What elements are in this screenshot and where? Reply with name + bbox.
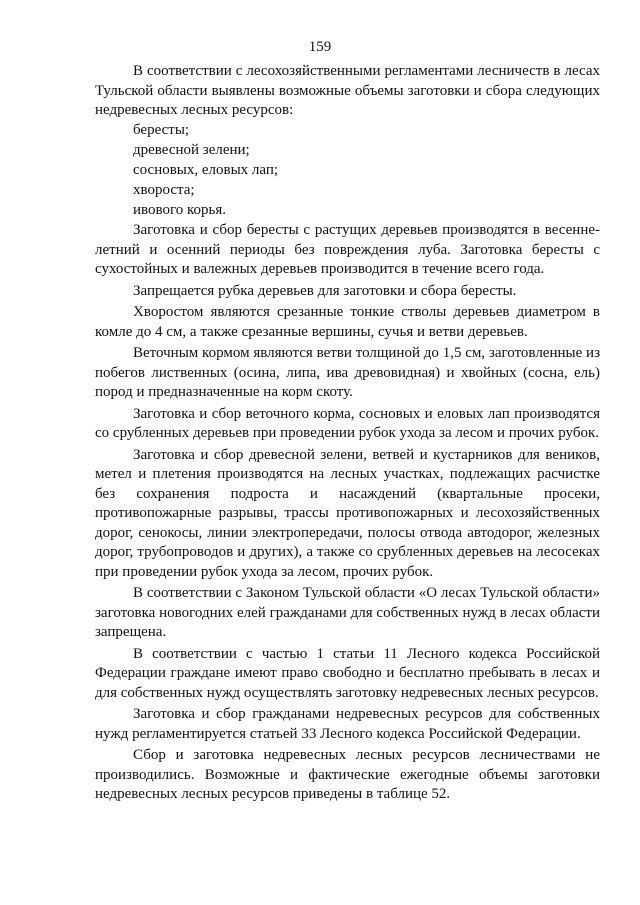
- page-number: 159: [308, 39, 332, 55]
- paragraph-birch-bark: Заготовка и сбор бересты с растущих деревьев производятся в весенне-летний и осенний периоды без повреждения луба. Заготовка бересты с сухостойных и валежных деревьев производится в течение всего года.: [95, 222, 600, 277]
- paragraph-prohibition: Запрещается рубка деревьев для заготовки и сбора бересты.: [133, 282, 517, 299]
- paragraph-fodder-harvest: Заготовка и сбор веточного корма, сосновых и еловых лап производятся со срубленных деревьев при проведении рубок ухода за лесом и прочих рубок.: [95, 405, 600, 441]
- paragraph-forest-code: В соответствии с частью 1 статьи 11 Лесного кодекса Российской Федерации граждане имеют право свободно и бесплатно пребывать в лесах и для собственных нужд осуществлять заготовку недревесных лесных ресурсов.: [95, 645, 600, 701]
- paragraph-intro: В соответствии с лесохозяйственными регламентами лесничеств в лесах Тульской области выявлены возможные объемы заготовки и сбора следующих недревесных лесных ресурсов:: [95, 63, 600, 118]
- paragraph-greenery: Заготовка и сбор древесной зелени, ветвей и кустарников для веников, метел и плетения производятся на лесных участках, подлежащих расчистке без сохранения подроста и насаждений (квартальные просеки, противопожарные разрывы, трассы противопожарных и лесохозяйственных дорог, сенокосы, линии электропередачи, полосы отвода автодорог, железных дорог, трубопроводов и других), а также со срубленных деревьев на лесосеках при проведении рубок ухода за лесом, прочих рубок.: [95, 446, 600, 580]
- list-item: сосновых, еловых лап;: [133, 162, 279, 178]
- list-item: бересты;: [133, 122, 190, 138]
- paragraph-regulation: Заготовка и сбор гражданами недревесных ресурсов для собственных нужд регламентируется статьей 33 Лесного кодекса Российской Федерации.: [95, 706, 600, 742]
- paragraph-table-reference: Сбор и заготовка недревесных лесных ресурсов лесничествами не производились. Возможные и фактические ежегодные объемы заготовки недревесных лесных ресурсов приведены в таблице 52.: [95, 747, 600, 802]
- paragraph-christmas-trees: В соответствии с Законом Тульской области «О лесах Тульской области» заготовка новогодних елей гражданами для собственных нужд в лесах области запрещена.: [95, 585, 600, 640]
- paragraph-twig-fodder: Веточным кормом являются ветви толщиной до 1,5 см, заготовленные из побегов лиственных (осина, липа, ива древовидная) и хвойных (сосна, ель) пород и предназначенные на корм скоту.: [95, 345, 600, 400]
- list-item: древесной зелени;: [133, 142, 250, 158]
- list-item: хвороста;: [133, 182, 195, 198]
- paragraph-brushwood: Хворостом являются срезанные тонкие стволы деревьев диаметром в комле до 4 см, а также срезанные вершины, сучья и ветви деревьев.: [95, 304, 600, 340]
- document-body: [95, 62, 600, 805]
- list-item: ивового корья.: [133, 202, 227, 218]
